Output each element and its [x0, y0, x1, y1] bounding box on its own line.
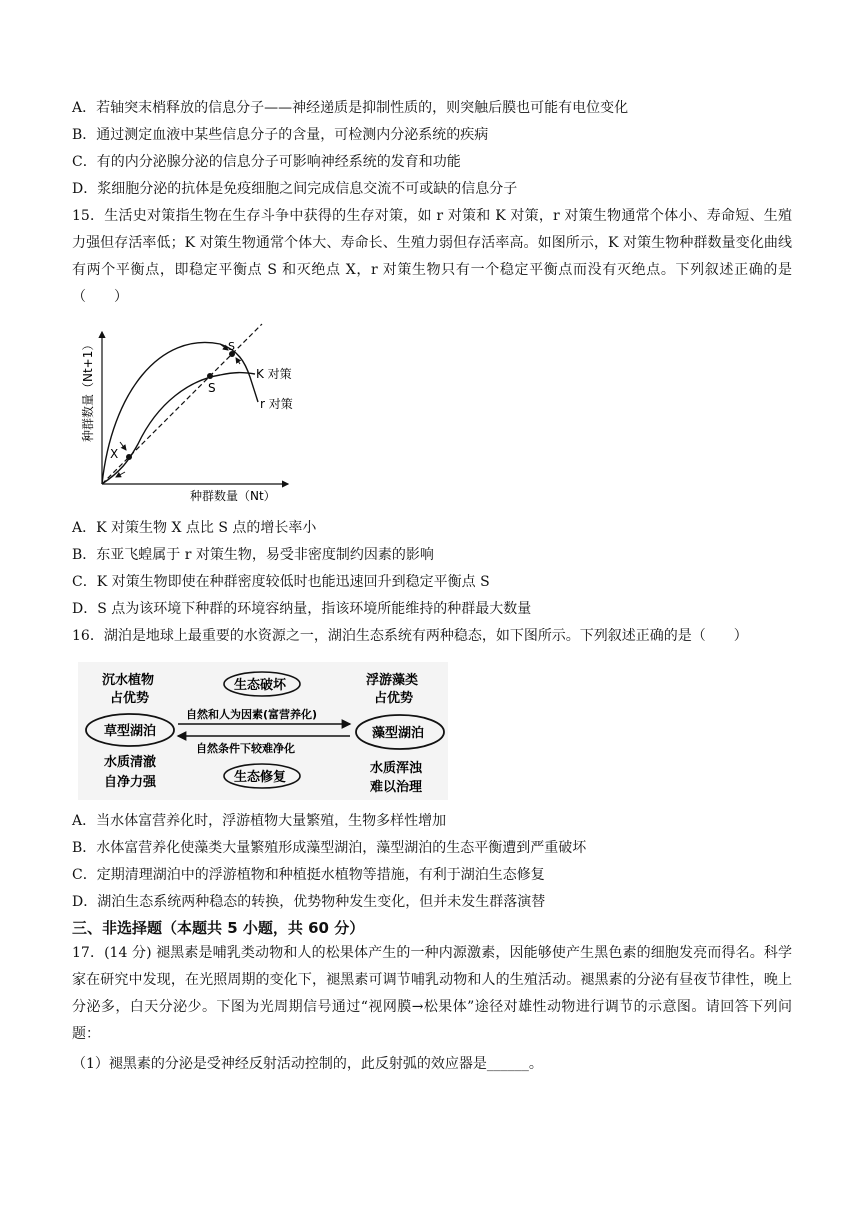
- left-top-line2: 占优势: [110, 691, 150, 706]
- left-top-line1: 沉水植物: [102, 673, 155, 688]
- q15-option-c: C．K 对策生物即使在种群密度较低时也能迅速回升到稳定平衡点 S: [72, 574, 490, 590]
- right-bottom-line2: 难以治理: [370, 780, 423, 795]
- top-oval-label: 生态破坏: [234, 678, 287, 693]
- back-arrow-label: 自然条件下较难净化: [196, 742, 295, 755]
- q14-option-b: B．通过测定血液中某些信息分子的含量，可检测内分泌系统的疾病: [72, 127, 489, 143]
- q15-option-a: A．K 对策生物 X 点比 S 点的增长率小: [72, 520, 317, 536]
- right-node-label: 藻型湖泊: [372, 726, 425, 741]
- left-node-label: 草型湖泊: [104, 724, 157, 739]
- q16-option-a: A．当水体富营养化时，浮游植物大量繁殖，生物多样性增加: [72, 813, 447, 829]
- forward-arrow-label: 自然和人为因素(富营养化): [186, 708, 318, 721]
- q14-option-d: D．浆细胞分泌的抗体是免疫细胞之间完成信息交流不可或缺的信息分子: [72, 181, 518, 197]
- q15-option-d: D．S 点为该环境下种群的环境容纳量，指该环境所能维持的种群最大数量: [72, 601, 532, 617]
- q16-stem: 16．湖泊是地球上最重要的水资源之一，湖泊生态系统有两种稳态，如下图所示。下列叙述正确的是（ ）: [72, 628, 748, 644]
- q17-stem: 17．(14 分) 褪黑素是哺乳类动物和人的松果体产生的一种内源激素，因能够使产生黑色素的细胞发亮而得名。科学家在研究中发现，在光照周期的变化下，褪黑素可调节哺乳动物和人的生殖活动。褪黑素的分泌有昼夜节律性，晚上分泌多，白天分泌少。下图为光周期信号通过“视网膜→松果体”途径对雄性动物进行调节的示意图。请回答下列问题：: [72, 945, 792, 1042]
- q14-option-c: C．有的内分泌腺分泌的信息分子可影响神经系统的发育和功能: [72, 154, 461, 170]
- r-s-label: S: [228, 340, 235, 353]
- q16-option-b: B．水体富营养化使藻类大量繁殖形成藻型湖泊，藻型湖泊的生态平衡遭到严重破坏: [72, 840, 587, 856]
- left-bottom-line2: 自净力强: [104, 775, 157, 790]
- q14-option-a: A．若轴突末梢释放的信息分子——神经递质是抑制性质的，则突触后膜也可能有电位变化: [72, 100, 629, 116]
- x-axis-label: 种群数量（Nt）: [190, 489, 276, 503]
- q16-option-c: C．定期清理湖泊中的浮游植物和种植挺水植物等措施，有利于湖泊生态修复: [72, 867, 545, 883]
- y-axis-label: 种群数量（Nt+1）: [81, 338, 95, 442]
- section-heading: 三、非选择题（本题共 5 小题，共 60 分）: [72, 919, 365, 937]
- left-bottom-line1: 水质清澈: [104, 755, 157, 770]
- k-s-label: S: [208, 381, 216, 395]
- x-label: X: [110, 447, 119, 461]
- q15-population-figure: [70, 322, 330, 512]
- r-curve-label: r 对策: [260, 397, 293, 411]
- right-bottom-line1: 水质浑浊: [370, 761, 423, 776]
- bottom-oval-label: 生态修复: [234, 770, 287, 785]
- diagonal-line: [102, 324, 262, 484]
- k-s-point: [207, 373, 213, 379]
- k-curve: [102, 373, 255, 484]
- right-top-line1: 浮游藻类: [366, 673, 419, 688]
- k-x-point: [126, 454, 132, 460]
- q15-option-b: B．东亚飞蝗属于 r 对策生物，易受非密度制约因素的影响: [72, 547, 434, 563]
- q17-sub1: （1）褪黑素的分泌是受神经反射活动控制的，此反射弧的效应器是______。: [72, 1056, 543, 1072]
- q15-stem: 15．生活史对策指生物在生存斗争中获得的生存对策，如 r 对策和 K 对策，r 对策生物通常个体小、寿命短、生殖力强但存活率低；K 对策生物通常个体大、寿命长、生殖力弱但存活率高。如图所示，K 对策生物种群数量变化曲线有两个平衡点，即稳定平衡点 S 和灭绝点 X，r 对策生物只有一个稳定平衡点而没有灭绝点。下列叙述正确的是（ ）: [72, 208, 792, 305]
- q16-option-d: D．湖泊生态系统两种稳态的转换，优势物种发生变化，但并未发生群落演替: [72, 894, 546, 910]
- right-top-line2: 占优势: [374, 691, 414, 706]
- k-curve-label: K 对策: [256, 367, 292, 381]
- q16-lake-figure: [78, 662, 448, 800]
